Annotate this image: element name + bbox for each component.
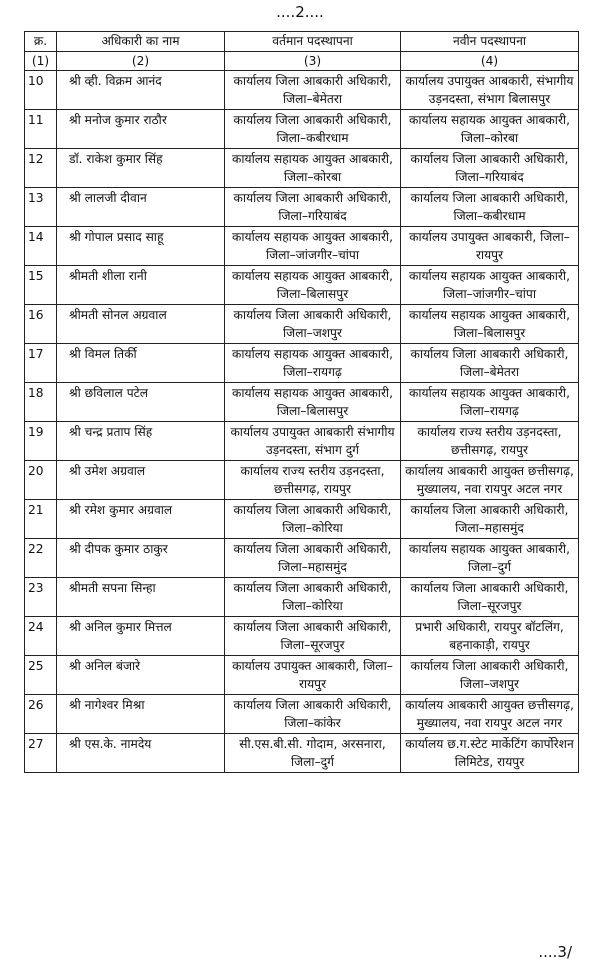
new-posting-cell: कार्यालय सहायक आयुक्त आबकारी, जिला–रायगढ़ bbox=[401, 383, 579, 422]
current-posting-cell: कार्यालय उपायुक्त आबकारी संभागीय उड़नदस्ता, संभाग दुर्ग bbox=[225, 422, 401, 461]
new-posting-cell: कार्यालय आबकारी आयुक्त छत्तीसगढ़, मुख्यालय, नवा रायपुर अटल नगर bbox=[401, 695, 579, 734]
page-number-top: ....2.... bbox=[276, 3, 324, 21]
current-posting-cell: कार्यालय जिला आबकारी अधिकारी, जिला–जशपुर bbox=[225, 305, 401, 344]
serial-cell: 24 bbox=[25, 617, 57, 656]
table-row bbox=[25, 656, 579, 695]
serial-cell: 11 bbox=[25, 110, 57, 149]
serial-cell: 20 bbox=[25, 461, 57, 500]
current-posting-cell: कार्यालय सहायक आयुक्त आबकारी, जिला–रायगढ़ bbox=[225, 344, 401, 383]
header-row bbox=[25, 32, 579, 52]
officer-name-cell: श्री छविलाल पटेल bbox=[57, 383, 225, 422]
new-posting-cell: कार्यालय सहायक आयुक्त आबकारी, जिला–बिलासपुर bbox=[401, 305, 579, 344]
new-posting-cell: कार्यालय जिला आबकारी अधिकारी, जिला–महासमुंद bbox=[401, 500, 579, 539]
serial-cell: 23 bbox=[25, 578, 57, 617]
officer-name-cell: श्री लालजी दीवान bbox=[57, 188, 225, 227]
current-posting-cell: कार्यालय सहायक आयुक्त आबकारी, जिला–बिलासपुर bbox=[225, 266, 401, 305]
table-row bbox=[25, 149, 579, 188]
current-posting-cell: कार्यालय जिला आबकारी अधिकारी, जिला–कबीरधाम bbox=[225, 110, 401, 149]
new-posting-cell: कार्यालय सहायक आयुक्त आबकारी, जिला–कोरबा bbox=[401, 110, 579, 149]
serial-cell: 13 bbox=[25, 188, 57, 227]
current-posting-cell: कार्यालय जिला आबकारी अधिकारी, जिला–सूरजपुर bbox=[225, 617, 401, 656]
page-number-bottom: ....3/ bbox=[538, 943, 572, 961]
current-posting-cell: कार्यालय जिला आबकारी अधिकारी, जिला–कोरिया bbox=[225, 578, 401, 617]
new-posting-cell: कार्यालय सहायक आयुक्त आबकारी, जिला–जांजगीर–चांपा bbox=[401, 266, 579, 305]
new-posting-cell: प्रभारी अधिकारी, रायपुर बॉटलिंग, बहनाकाड़ी, रायपुर bbox=[401, 617, 579, 656]
new-posting-cell: कार्यालय उपायुक्त आबकारी, जिला–रायपुर bbox=[401, 227, 579, 266]
current-posting-cell: कार्यालय राज्य स्तरीय उड़नदस्ता, छत्तीसगढ़, रायपुर bbox=[225, 461, 401, 500]
officer-name-cell: श्रीमती शीला रानी bbox=[57, 266, 225, 305]
officer-name-cell: श्री उमेश अग्रवाल bbox=[57, 461, 225, 500]
table-row bbox=[25, 266, 579, 305]
table-row bbox=[25, 578, 579, 617]
serial-cell: 22 bbox=[25, 539, 57, 578]
officer-name-cell: श्री चन्द्र प्रताप सिंह bbox=[57, 422, 225, 461]
current-posting-cell: कार्यालय जिला आबकारी अधिकारी, जिला–कोरिया bbox=[225, 500, 401, 539]
col-number: (2) bbox=[57, 52, 225, 71]
serial-cell: 14 bbox=[25, 227, 57, 266]
col-header-serial: क्र. bbox=[25, 32, 57, 52]
officer-name-cell: श्री अनिल बंजारे bbox=[57, 656, 225, 695]
officer-name-cell: श्री एस.के. नामदेय bbox=[57, 734, 225, 773]
table-row bbox=[25, 461, 579, 500]
new-posting-cell: कार्यालय जिला आबकारी अधिकारी, जिला–गरियाबंद bbox=[401, 149, 579, 188]
col-number: (1) bbox=[25, 52, 57, 71]
new-posting-cell: कार्यालय उपायुक्त आबकारी, संभागीय उड़नदस्ता, संभाग बिलासपुर bbox=[401, 71, 579, 110]
serial-cell: 16 bbox=[25, 305, 57, 344]
current-posting-cell: कार्यालय सहायक आयुक्त आबकारी, जिला–कोरबा bbox=[225, 149, 401, 188]
table-row bbox=[25, 305, 579, 344]
col-header-current-posting: वर्तमान पदस्थापना bbox=[225, 32, 401, 52]
table-row bbox=[25, 695, 579, 734]
current-posting-cell: कार्यालय जिला आबकारी अधिकारी, जिला–महासमुंद bbox=[225, 539, 401, 578]
new-posting-cell: कार्यालय जिला आबकारी अधिकारी, जिला–बेमेतरा bbox=[401, 344, 579, 383]
officer-name-cell: श्री रमेश कुमार अग्रवाल bbox=[57, 500, 225, 539]
serial-cell: 19 bbox=[25, 422, 57, 461]
current-posting-cell: सी.एस.बी.सी. गोदाम, अरसनारा, जिला–दुर्ग bbox=[225, 734, 401, 773]
officer-name-cell: श्रीमती सोनल अग्रवाल bbox=[57, 305, 225, 344]
table-row bbox=[25, 188, 579, 227]
officer-name-cell: श्री अनिल कुमार मित्तल bbox=[57, 617, 225, 656]
new-posting-cell: कार्यालय छ.ग.स्टेट मार्केटिंग कार्पोरेशन लिमिटेड, रायपुर bbox=[401, 734, 579, 773]
serial-cell: 12 bbox=[25, 149, 57, 188]
officer-name-cell: श्री विमल तिर्की bbox=[57, 344, 225, 383]
table-row bbox=[25, 734, 579, 773]
table-row bbox=[25, 422, 579, 461]
serial-cell: 25 bbox=[25, 656, 57, 695]
current-posting-cell: कार्यालय जिला आबकारी अधिकारी, जिला–गरियाबंद bbox=[225, 188, 401, 227]
col-header-officer-name: अधिकारी का नाम bbox=[57, 32, 225, 52]
table-row bbox=[25, 539, 579, 578]
col-header-new-posting: नवीन पदस्थापना bbox=[401, 32, 579, 52]
col-number: (4) bbox=[401, 52, 579, 71]
new-posting-cell: कार्यालय आबकारी आयुक्त छत्तीसगढ़, मुख्यालय, नवा रायपुर अटल नगर bbox=[401, 461, 579, 500]
serial-cell: 21 bbox=[25, 500, 57, 539]
serial-cell: 18 bbox=[25, 383, 57, 422]
new-posting-cell: कार्यालय सहायक आयुक्त आबकारी, जिला–दुर्ग bbox=[401, 539, 579, 578]
table-row bbox=[25, 344, 579, 383]
officer-name-cell: डॉ. राकेश कुमार सिंह bbox=[57, 149, 225, 188]
table-row bbox=[25, 227, 579, 266]
serial-cell: 27 bbox=[25, 734, 57, 773]
table-row bbox=[25, 71, 579, 110]
serial-cell: 10 bbox=[25, 71, 57, 110]
officer-name-cell: श्रीमती सपना सिन्हा bbox=[57, 578, 225, 617]
officer-name-cell: श्री नागेश्वर मिश्रा bbox=[57, 695, 225, 734]
current-posting-cell: कार्यालय जिला आबकारी अधिकारी, जिला–कांकेर bbox=[225, 695, 401, 734]
officer-name-cell: श्री व्ही. विक्रम आनंद bbox=[57, 71, 225, 110]
col-number: (3) bbox=[225, 52, 401, 71]
new-posting-cell: कार्यालय जिला आबकारी अधिकारी, जिला–कबीरधाम bbox=[401, 188, 579, 227]
current-posting-cell: कार्यालय उपायुक्त आबकारी, जिला–रायपुर bbox=[225, 656, 401, 695]
serial-cell: 17 bbox=[25, 344, 57, 383]
current-posting-cell: कार्यालय सहायक आयुक्त आबकारी, जिला–जांजगीर–चांपा bbox=[225, 227, 401, 266]
column-number-row bbox=[25, 52, 579, 71]
table-row bbox=[25, 617, 579, 656]
current-posting-cell: कार्यालय जिला आबकारी अधिकारी, जिला–बेमेतरा bbox=[225, 71, 401, 110]
serial-cell: 26 bbox=[25, 695, 57, 734]
officer-name-cell: श्री गोपाल प्रसाद साहू bbox=[57, 227, 225, 266]
table-row bbox=[25, 500, 579, 539]
transfer-table bbox=[24, 31, 579, 773]
officer-name-cell: श्री मनोज कुमार राठौर bbox=[57, 110, 225, 149]
table-row bbox=[25, 110, 579, 149]
serial-cell: 15 bbox=[25, 266, 57, 305]
new-posting-cell: कार्यालय राज्य स्तरीय उड़नदस्ता, छत्तीसगढ़, रायपुर bbox=[401, 422, 579, 461]
current-posting-cell: कार्यालय सहायक आयुक्त आबकारी, जिला–बिलासपुर bbox=[225, 383, 401, 422]
table-row bbox=[25, 383, 579, 422]
new-posting-cell: कार्यालय जिला आबकारी अधिकारी, जिला–सूरजपुर bbox=[401, 578, 579, 617]
officer-name-cell: श्री दीपक कुमार ठाकुर bbox=[57, 539, 225, 578]
new-posting-cell: कार्यालय जिला आबकारी अधिकारी, जिला–जशपुर bbox=[401, 656, 579, 695]
